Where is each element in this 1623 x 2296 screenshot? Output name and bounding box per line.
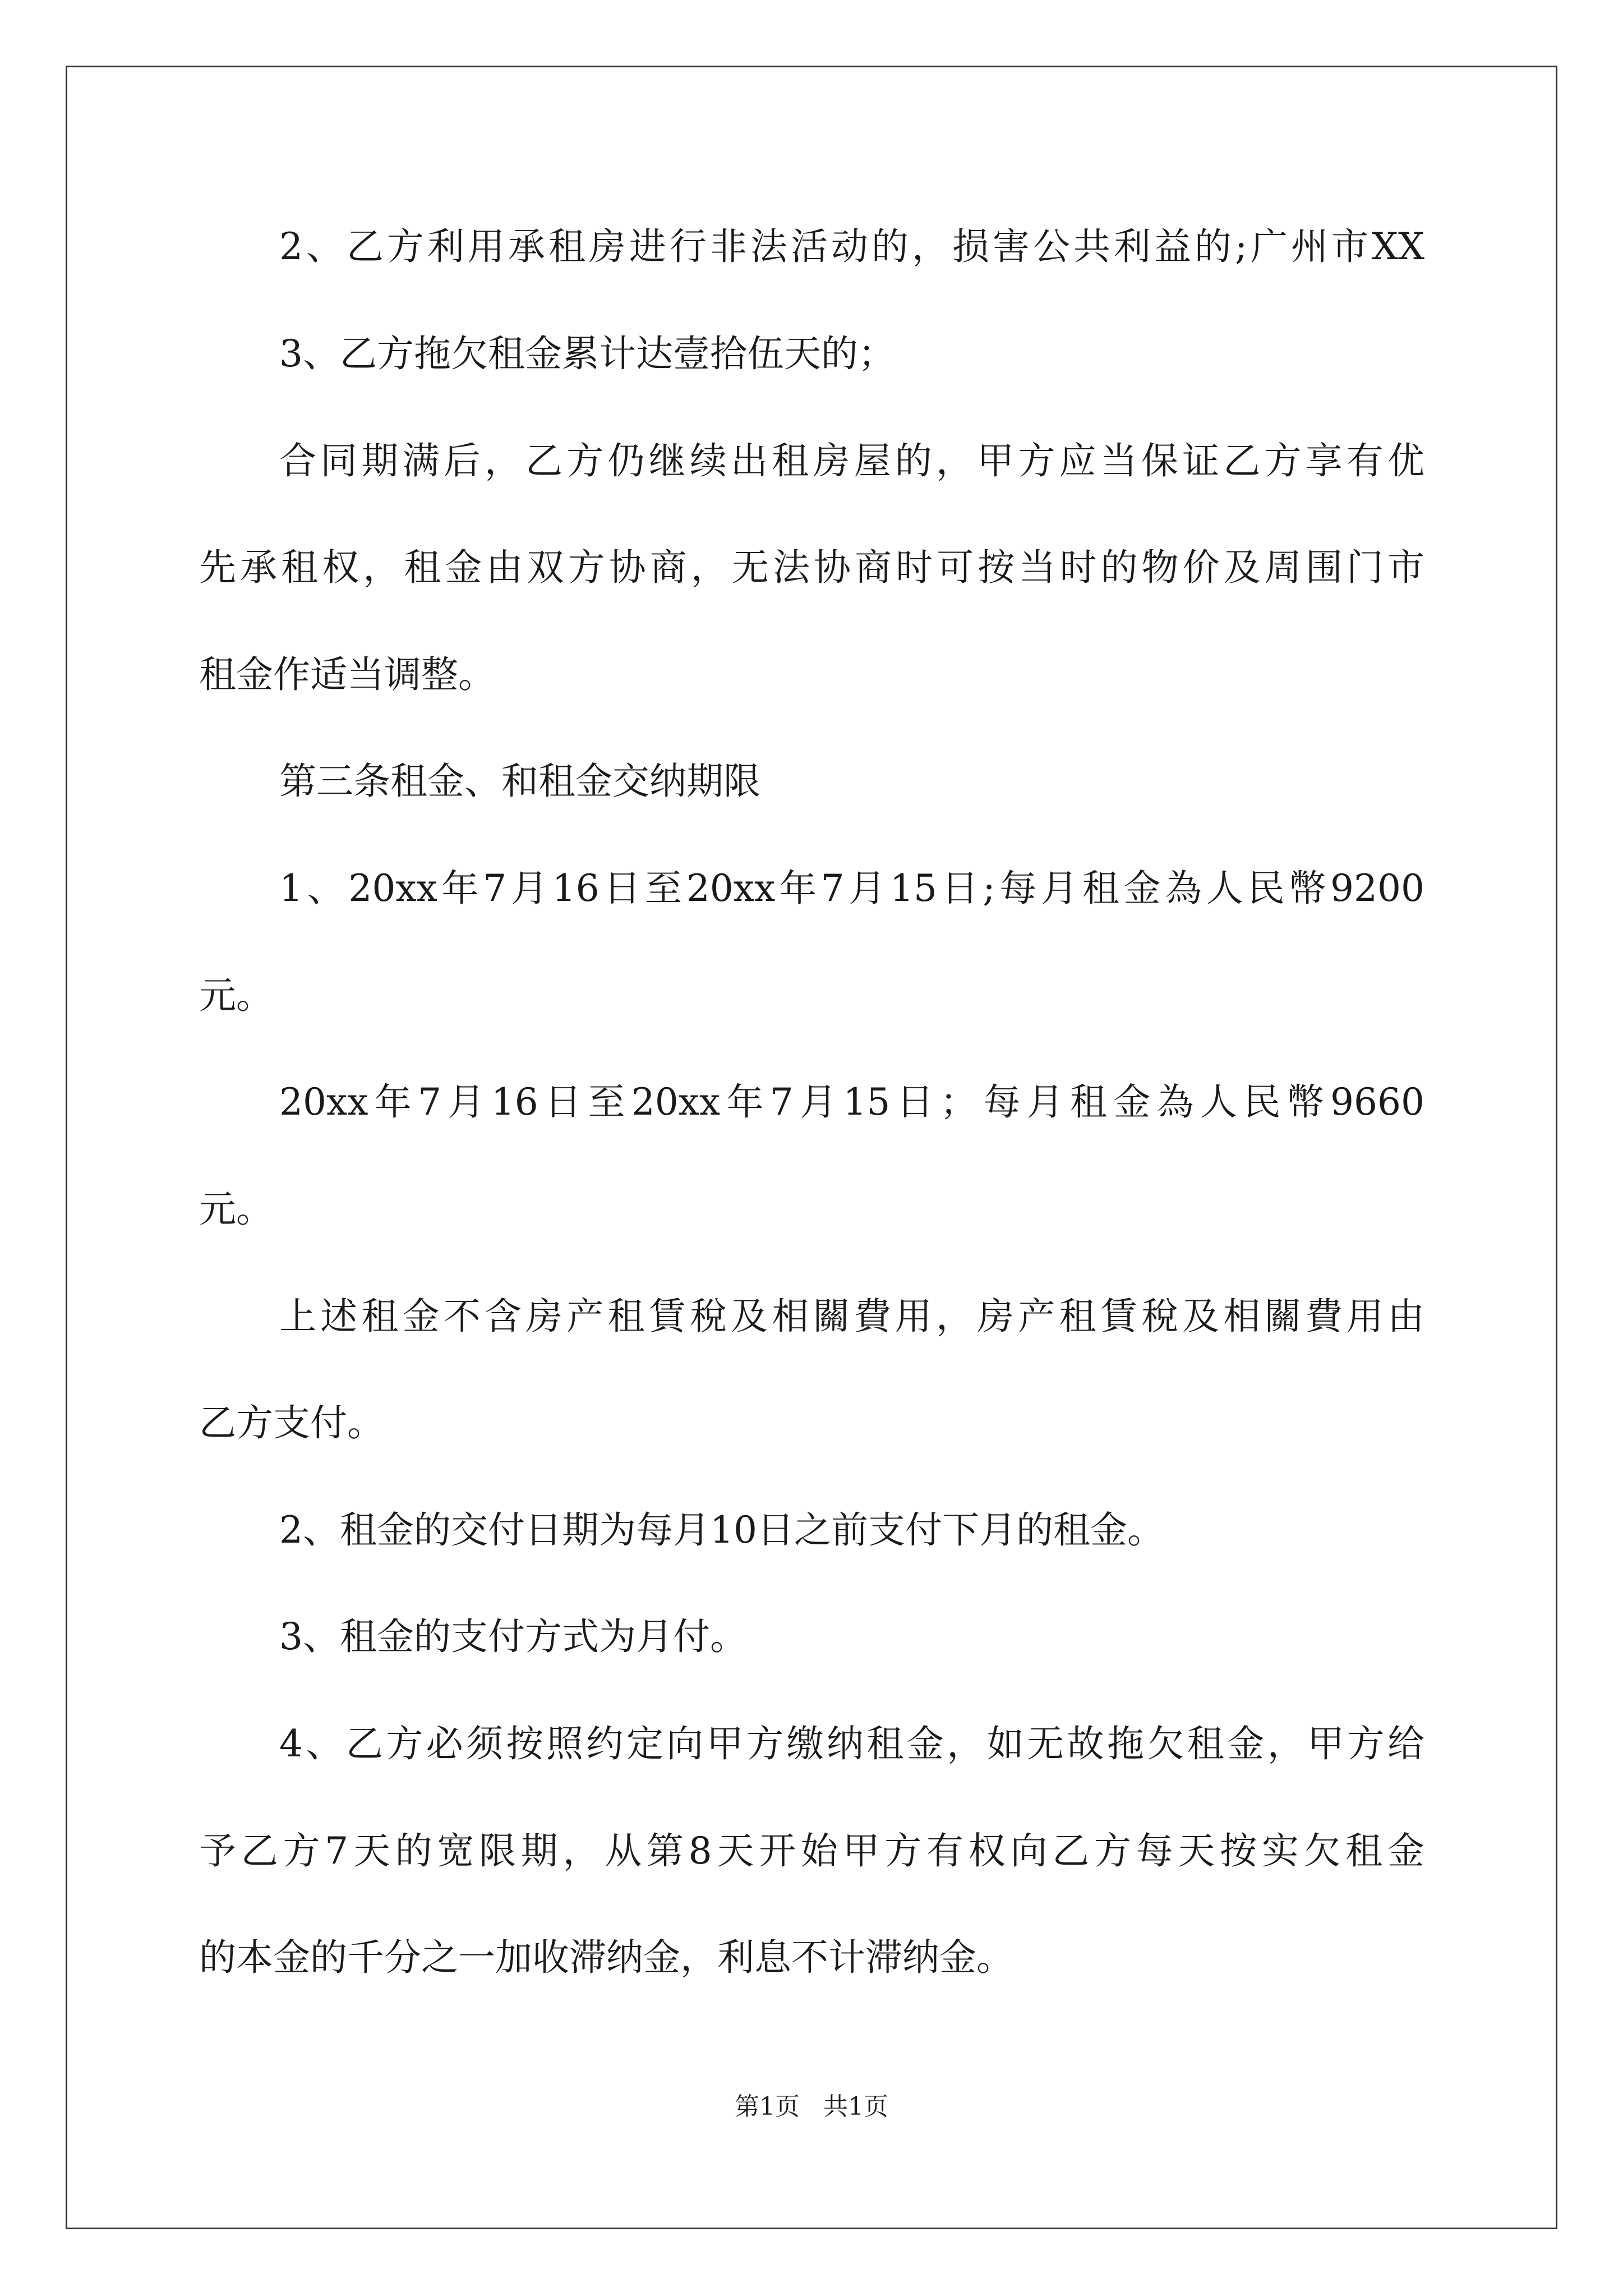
paragraph-line: 合同期满后，乙方仍继续出租房屋的，甲方应当保证乙方享有优 bbox=[279, 439, 1424, 482]
paragraph-line: 4、乙方必须按照约定向甲方缴纳租金，如无故拖欠租金，甲方给 bbox=[279, 1722, 1424, 1765]
page-border bbox=[66, 66, 1557, 2229]
page-footer bbox=[0, 2091, 1623, 2123]
paragraph-line: 3、租金的支付方式为月付。 bbox=[279, 1615, 747, 1658]
page-number-total: 共1页 bbox=[823, 2092, 888, 2121]
page-number-current: 第1页 bbox=[735, 2092, 800, 2121]
paragraph-line: 2、租金的交付日期为每月10日之前支付下月的租金。 bbox=[279, 1508, 1164, 1552]
paragraph-line: 予乙方7天的宽限期，从第8天开始甲方有权向乙方每天按实欠租金 bbox=[199, 1829, 1424, 1872]
section-heading: 第三条租金、和租金交纳期限 bbox=[279, 760, 760, 803]
paragraph-line: 租金作适当调整。 bbox=[199, 653, 495, 696]
paragraph-line: 2、乙方利用承租房进行非法活动的，损害公共利益的;广州市XX bbox=[279, 225, 1424, 268]
paragraph-line: 先承租权，租金由双方协商，无法协商时可按当时的物价及周围门市 bbox=[199, 546, 1424, 589]
paragraph-line: 元。 bbox=[199, 1188, 273, 1231]
paragraph-line: 20xx年7月16日至20xx年7月15日；每月租金為人民幣9660 bbox=[279, 1080, 1424, 1124]
paragraph-line: 3、乙方拖欠租金累计达壹拾伍天的； bbox=[279, 332, 895, 375]
paragraph-line: 乙方支付。 bbox=[199, 1401, 384, 1444]
paragraph-line: 上述租金不含房产租賃稅及相關費用，房产租賃稅及相關費用由 bbox=[279, 1295, 1424, 1338]
paragraph-line: 元。 bbox=[199, 974, 273, 1017]
paragraph-line: 的本金的千分之一加收滞纳金，利息不计滞纳金。 bbox=[199, 1936, 1013, 1979]
paragraph-line: 1、20xx年7月16日至20xx年7月15日;每月租金為人民幣9200 bbox=[279, 867, 1424, 910]
